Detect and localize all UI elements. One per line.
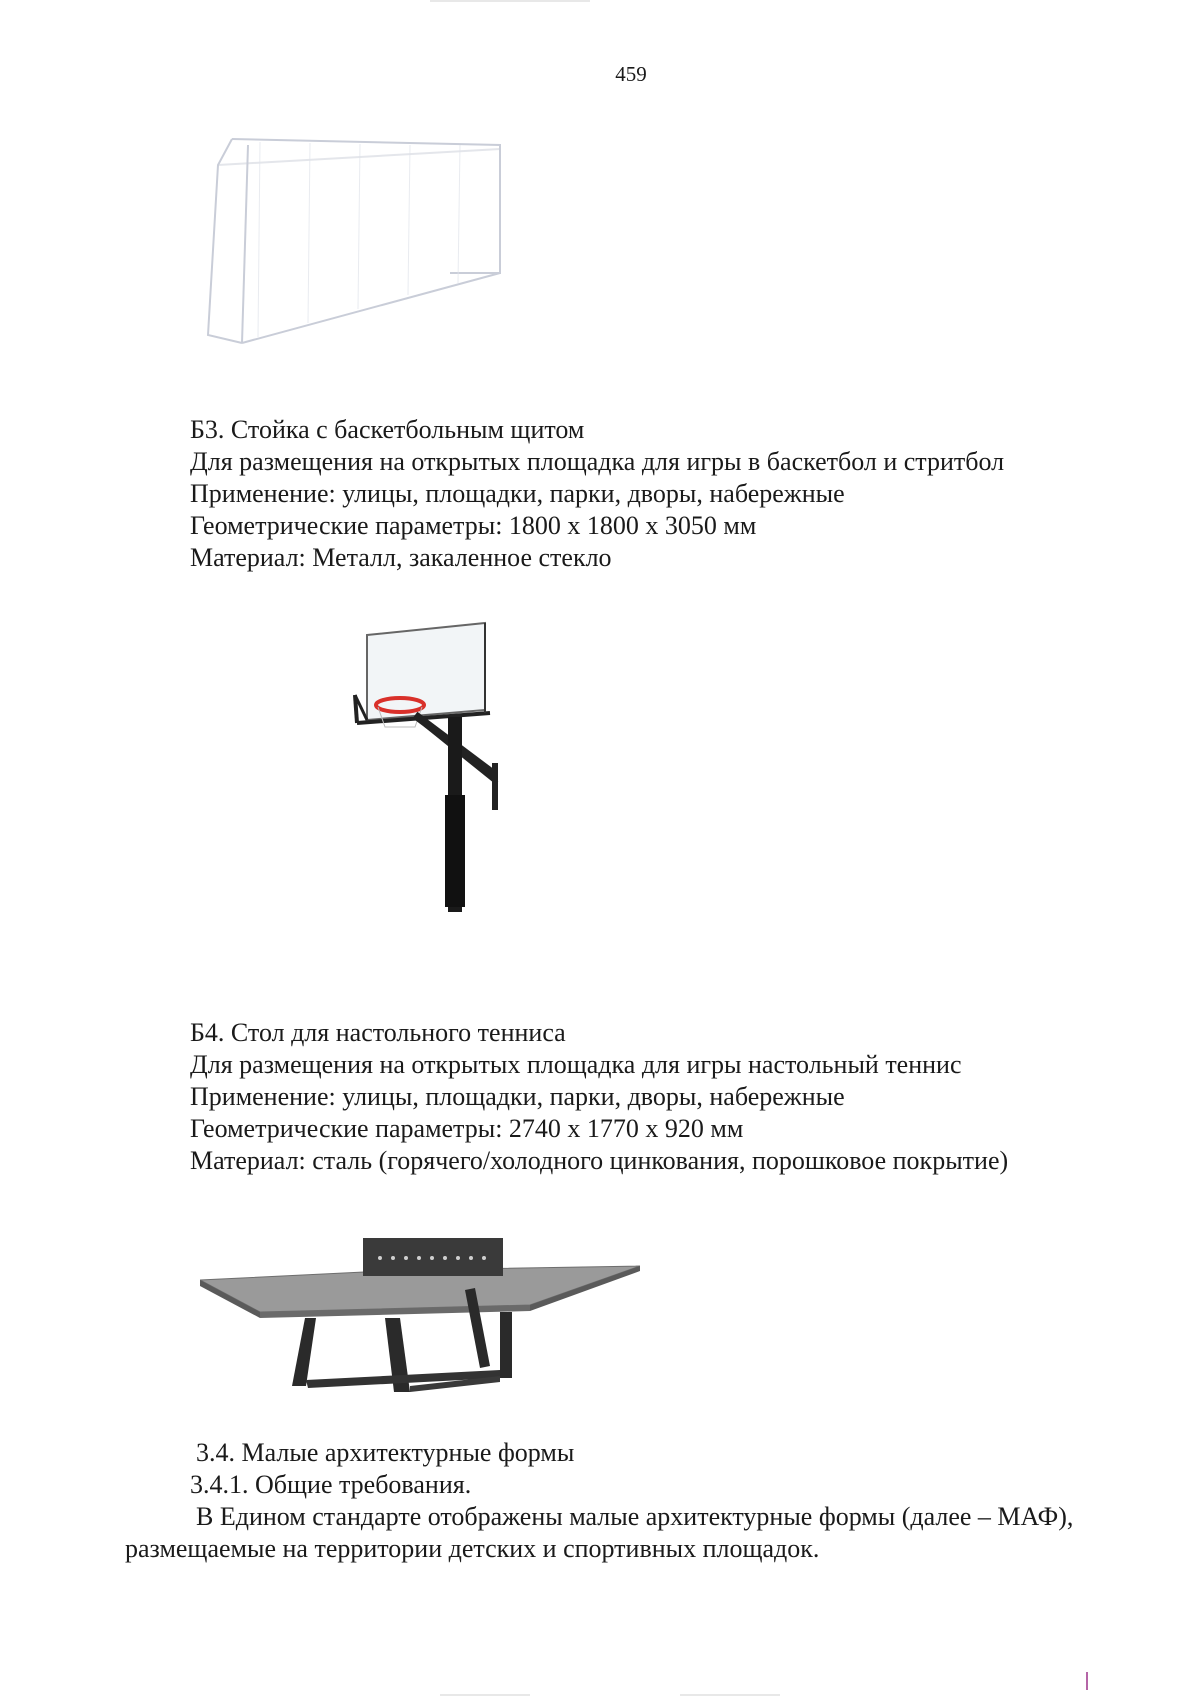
scan-edge-bottom — [440, 1694, 530, 1696]
scan-edge-bottom — [680, 1694, 780, 1696]
scan-edge-top — [430, 0, 590, 2]
item-geometry: Геометрические параметры: 1800 х 1800 х 3050 мм — [190, 511, 757, 540]
section-subtitle: 3.4.1. Общие требования. — [190, 1470, 472, 1499]
item-purpose: Для размещения на открытых площадка для игры в баскетбол и стритбол — [190, 447, 1005, 476]
paragraph-line: В Едином стандарте отображены малые архитектурные формы (далее – МАФ), — [196, 1502, 1074, 1531]
football-goal-illustration — [200, 125, 510, 355]
item-material: Материал: Металл, закаленное стекло — [190, 543, 612, 572]
item-b4 — [190, 1017, 1150, 1177]
item-purpose: Для размещения на открытых площадка для игры настольный теннис — [190, 1050, 962, 1079]
item-title: Б3. Стойка с баскетбольным щитом — [190, 415, 585, 444]
margin-mark — [1086, 1672, 1088, 1690]
item-geometry: Геометрические параметры: 2740 х 1770 х 920 мм — [190, 1114, 744, 1143]
basketball-hoop-illustration — [345, 615, 525, 915]
paragraph-line: размещаемые на территории детских и спортивных площадок. — [125, 1534, 820, 1563]
table-tennis-table-illustration — [200, 1230, 640, 1400]
item-application: Применение: улицы, площадки, парки, дворы, набережные — [190, 479, 845, 508]
item-b3 — [190, 414, 1150, 574]
page-number: 459 — [615, 62, 647, 86]
item-application: Применение: улицы, площадки, парки, дворы, набережные — [190, 1082, 845, 1111]
section-title: 3.4. Малые архитектурные формы — [196, 1438, 575, 1467]
item-title: Б4. Стол для настольного тенниса — [190, 1018, 566, 1047]
item-material: Материал: сталь (горячего/холодного цинкования, порошковое покрытие) — [190, 1146, 1009, 1175]
